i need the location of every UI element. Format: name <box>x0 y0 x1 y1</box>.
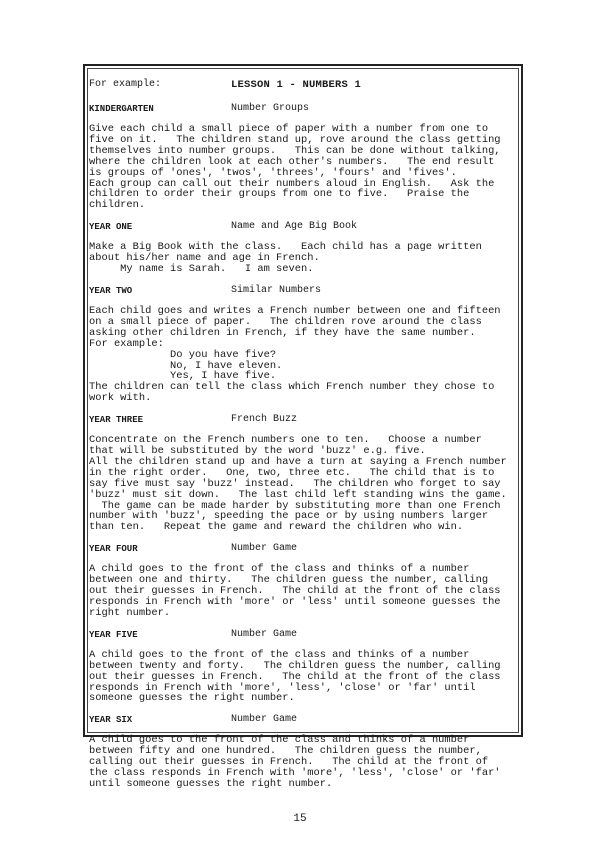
body-text-line: in the right order. One, two, three etc. The child that is to <box>89 466 495 479</box>
lesson-title: LESSON 1 - NUMBERS 1 <box>231 79 362 91</box>
activity-topic: Number Game <box>231 628 298 640</box>
body-text-line: five on it. The children stand up, rove around the class getting <box>89 133 501 146</box>
lesson-section <box>89 414 519 533</box>
year-level: YEAR THREE <box>89 415 144 426</box>
year-level: YEAR FOUR <box>89 544 138 555</box>
body-text-line: A child goes to the front of the class and thinks of a number <box>89 734 470 747</box>
activity-topic: Similar Numbers <box>231 284 322 296</box>
body-text-line: My name is Sarah. I am seven. <box>89 263 314 276</box>
body-text-line: right number. <box>89 606 171 619</box>
body-text-line: No, I have eleven. <box>89 359 283 372</box>
section-heading <box>89 103 519 115</box>
body-text-line: A child goes to the front of the class and thinks of a number <box>89 563 470 576</box>
body-text-line: between one and thirty. The children guess the number, calling <box>89 574 489 587</box>
body-text-line: Each group can call out their numbers aloud in English. Ask the <box>89 177 495 190</box>
body-text-line: calling out their guesses in French. The child at the front of <box>89 756 489 769</box>
body-text-line: work with. <box>89 392 152 405</box>
year-level: YEAR FIVE <box>89 629 138 640</box>
activity-topic: Number Game <box>231 543 298 555</box>
body-text-line: Do you have five? <box>89 348 277 361</box>
body-text-line: Give each child a small piece of paper with a number from one to <box>89 123 489 135</box>
lesson-section <box>89 714 519 790</box>
lesson-section <box>89 285 519 404</box>
body-text-line: on a small piece of paper. The children rove around the class <box>89 315 482 328</box>
page-number: 15 <box>293 813 307 825</box>
body-text-line: someone guesses the right number. <box>89 692 295 705</box>
section-heading <box>89 221 519 233</box>
body-text-line: Each child goes and writes a French number between one and fifteen <box>89 304 501 317</box>
intro-lead: For example: <box>89 79 162 90</box>
body-text-line: between fifty and one hundred. The children guess the number, <box>89 745 482 758</box>
year-level: YEAR ONE <box>89 222 133 233</box>
lesson-section <box>89 103 519 211</box>
body-text-line: children to order their groups from one to five. Praise the <box>89 188 470 201</box>
section-heading <box>89 543 519 555</box>
lesson-content <box>89 78 519 800</box>
body-text-line: The game can be made harder by substituting more than one French <box>89 499 501 512</box>
body-text-line: 'buzz' must sit down. The last child left standing wins the game. <box>89 488 507 501</box>
year-level: YEAR TWO <box>89 285 133 296</box>
body-text-line: children. <box>89 199 146 212</box>
body-text-line: between twenty and forty. The children guess the number, calling <box>89 659 501 672</box>
section-heading <box>89 414 519 426</box>
body-text-line: out their guesses in French. The child at the front of the class <box>89 585 501 598</box>
lesson-section <box>89 629 519 705</box>
body-text-line: is groups of 'ones', 'twos', 'threes', 'fours' and 'fives'. <box>89 166 457 179</box>
body-text-line: about his/her name and age in French. <box>89 252 320 265</box>
body-text-line: For example: <box>89 337 164 350</box>
activity-topic: Name and Age Big Book <box>231 221 358 233</box>
lesson-section <box>89 221 519 275</box>
section-heading <box>89 285 519 297</box>
body-text-line: themselves into number groups. This can be done without talking, <box>89 144 501 157</box>
body-text-line: responds in French with 'more' or 'less' until someone guesses the <box>89 596 501 608</box>
body-text-line: out their guesses in French. The child at the front of the class <box>89 670 501 683</box>
body-text-line: The children can tell the class which French number they chose to <box>89 381 495 394</box>
sections-list <box>89 103 519 790</box>
body-text-line: than ten. Repeat the game and reward the children who win. <box>89 521 464 534</box>
body-text-line: Concentrate on the French numbers one to ten. Choose a number <box>89 434 482 447</box>
body-text-line: where the children look at each other's numbers. The end result <box>89 155 495 168</box>
activity-topic: French Buzz <box>231 414 298 426</box>
lesson-header <box>89 78 519 92</box>
year-level: KINDERGARTEN <box>89 104 154 114</box>
body-text-line: Yes, I have five. <box>89 370 277 383</box>
activity-topic: Number Game <box>231 714 298 726</box>
body-text-line: responds in French with 'more', 'less', 'close' or 'far' until <box>89 681 476 694</box>
body-text-line: the class responds in French with 'more', 'less', 'close' or 'far' <box>89 767 501 780</box>
body-text-line: say five must say 'buzz' instead. The children who forget to say <box>89 477 501 490</box>
body-text-line: All the children stand up and have a turn at saying a French number <box>89 455 507 468</box>
body-text-line: A child goes to the front of the class and thinks of a number <box>89 648 470 661</box>
lesson-section <box>89 543 519 619</box>
section-heading <box>89 629 519 641</box>
body-text-line: until someone guesses the right number. <box>89 777 333 790</box>
activity-topic: Number Groups <box>231 103 310 114</box>
section-heading <box>89 714 519 726</box>
body-text-line: asking other children in French, if they have the same number. <box>89 326 476 339</box>
body-text-line: Make a Big Book with the class. Each child has a page written <box>89 241 482 254</box>
body-text-line: number with 'buzz', speeding the pace or by using numbers larger <box>89 510 489 523</box>
year-level: YEAR SIX <box>89 715 133 726</box>
body-text-line: that will be substituted by the word 'buzz' e.g. five. <box>89 445 426 458</box>
